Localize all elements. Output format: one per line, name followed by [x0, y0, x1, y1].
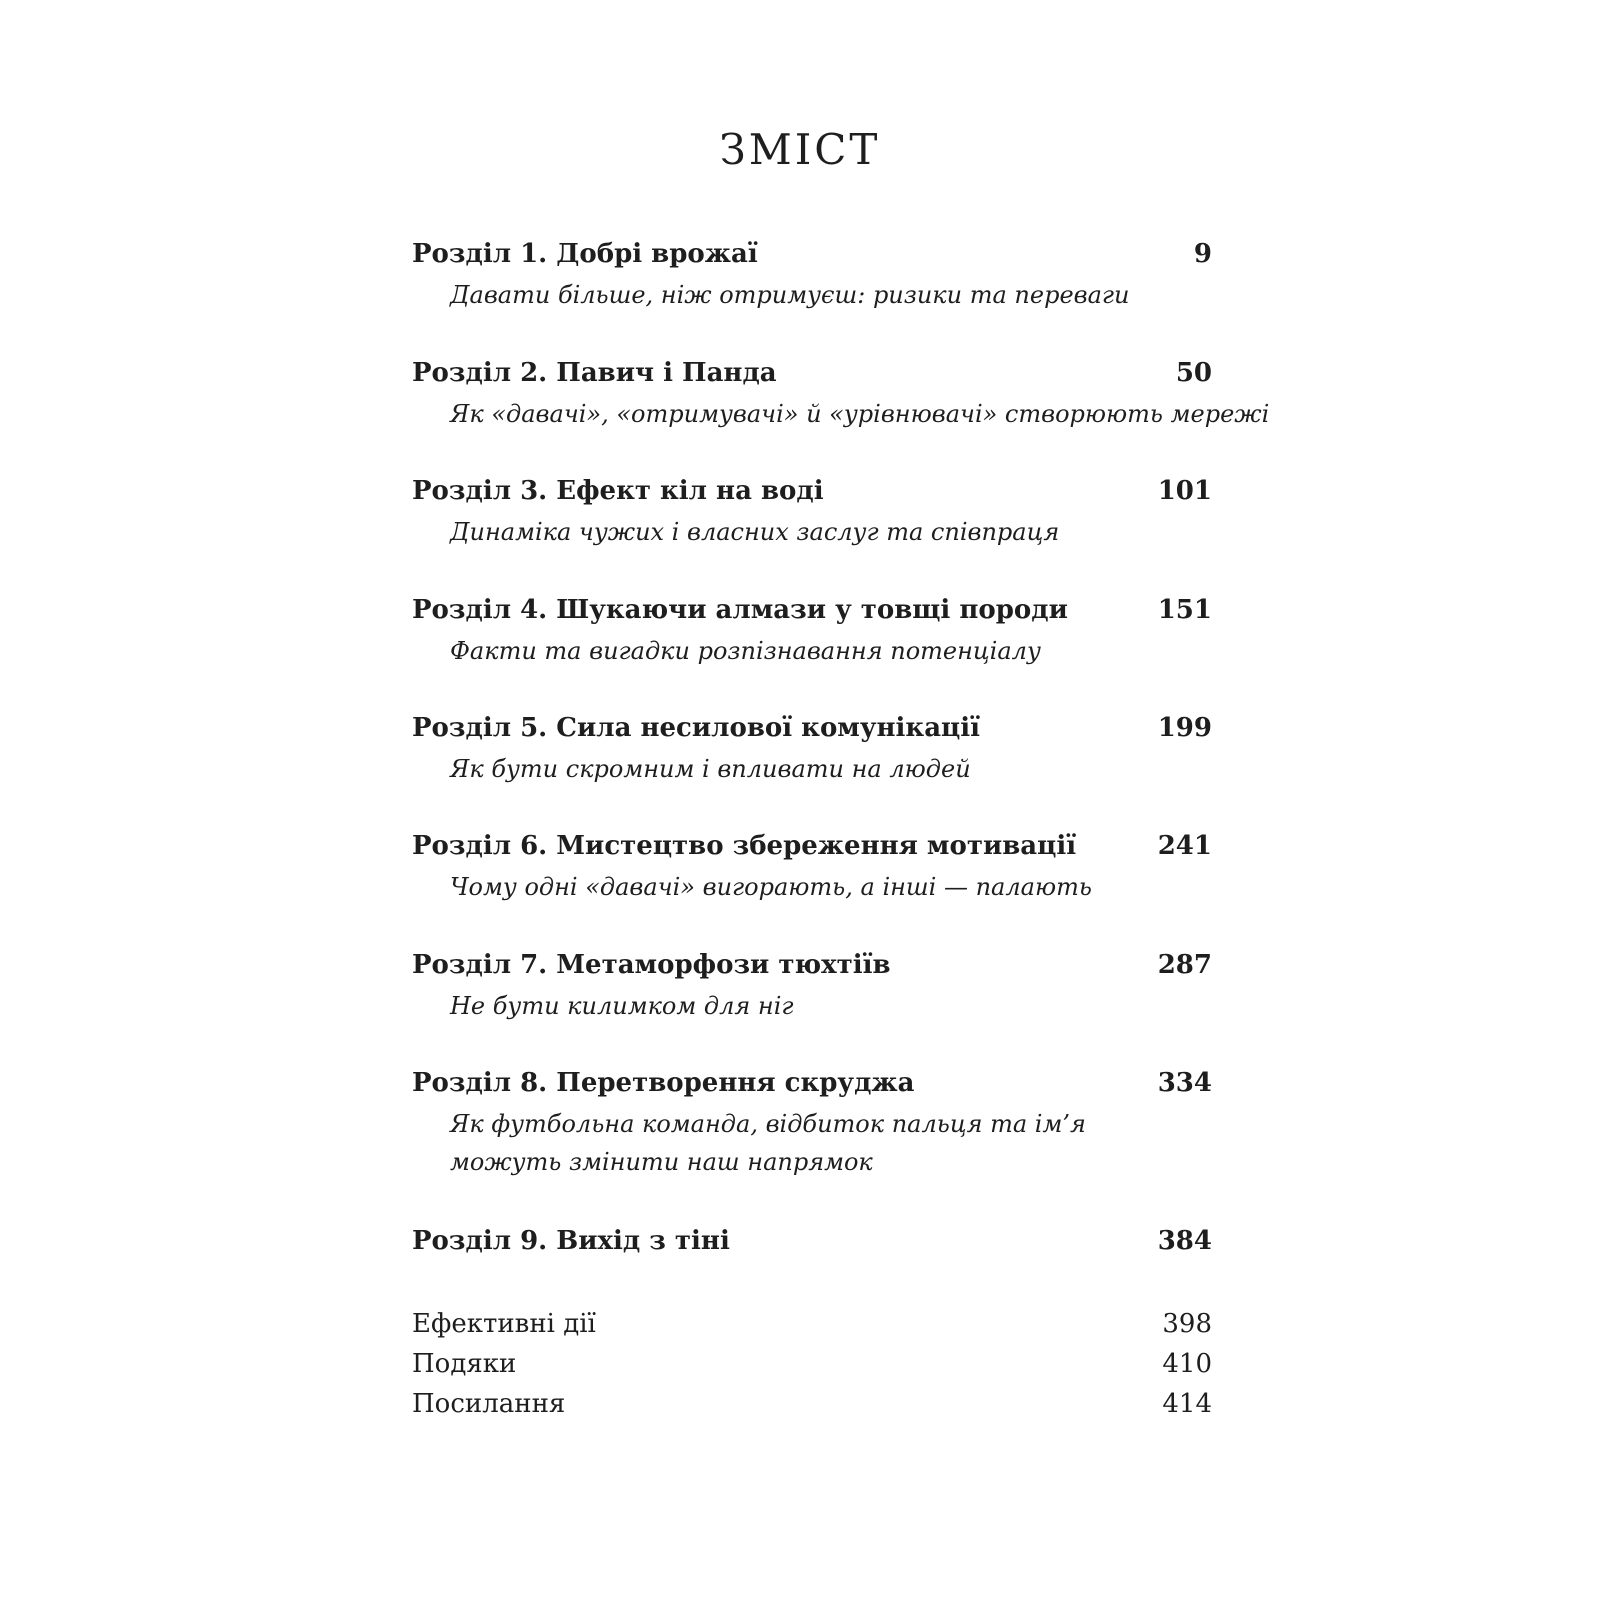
chapter-page-number: 9: [1193, 239, 1212, 269]
extra-page-number: 414: [1162, 1389, 1212, 1419]
extra-label: Подяки: [412, 1349, 517, 1379]
chapter-page-number: 241: [1157, 831, 1212, 861]
toc-extra-references[interactable]: [412, 1384, 1212, 1424]
toc-chapter-8[interactable]: [412, 1065, 1212, 1181]
toc-extra-acknowledgements[interactable]: [412, 1344, 1212, 1384]
chapter-title: Розділ 2. Павич і Панда: [412, 358, 777, 388]
extra-page-number: 410: [1162, 1349, 1212, 1379]
chapter-page-number: 199: [1157, 713, 1212, 743]
chapter-subtitle: Давати більше, ніж отримуєш: ризики та переваги: [450, 281, 1130, 309]
chapter-page-number: 50: [1175, 358, 1212, 388]
chapter-page-number: 384: [1157, 1226, 1212, 1256]
toc-chapter-9[interactable]: [412, 1223, 1212, 1259]
toc-extra-actions[interactable]: [412, 1304, 1212, 1344]
chapter-subtitle: Факти та вигадки розпізнавання потенціалу: [450, 637, 1041, 665]
toc-chapter-7[interactable]: [412, 947, 1212, 1025]
chapter-page-number: 101: [1157, 476, 1212, 506]
toc-chapter-5[interactable]: [412, 710, 1212, 788]
extra-page-number: 398: [1162, 1309, 1212, 1339]
chapter-page-number: 334: [1157, 1068, 1212, 1098]
chapter-subtitle: Як футбольна команда, відбиток пальця та ім’я: [450, 1110, 1086, 1138]
page-title: ЗМІСТ: [719, 125, 881, 174]
chapter-page-number: 287: [1157, 950, 1212, 980]
chapter-title: Розділ 8. Перетворення скруджа: [412, 1068, 915, 1098]
chapter-subtitle: Чому одні «давачі» вигорають, а інші — палають: [450, 873, 1092, 901]
toc-chapter-4[interactable]: [412, 592, 1212, 670]
extra-label: Ефективні дії: [412, 1309, 596, 1339]
chapter-subtitle: Динаміка чужих і власних заслуг та співпраця: [450, 518, 1060, 546]
chapter-subtitle: Не бути килимком для ніг: [450, 992, 794, 1020]
chapter-subtitle-line-2: можуть змінити наш напрямок: [450, 1148, 873, 1176]
chapter-title: Розділ 1. Добрі врожаї: [412, 239, 758, 269]
chapter-title: Розділ 5. Сила несилової комунікації: [412, 713, 981, 743]
chapter-title: Розділ 9. Вихід з тіні: [412, 1226, 730, 1256]
chapter-title: Розділ 4. Шукаючи алмази у товщі породи: [412, 595, 1068, 625]
toc-chapter-2[interactable]: [412, 355, 1270, 433]
chapter-title: Розділ 3. Ефект кіл на воді: [412, 476, 824, 506]
chapter-page-number: 151: [1157, 595, 1212, 625]
chapter-title: Розділ 7. Метаморфози тюхтіїв: [412, 950, 891, 980]
toc-chapter-1[interactable]: [412, 236, 1212, 314]
chapter-subtitle: Як «давачі», «отримувачі» й «урівнювачі» створюють мережі: [450, 400, 1270, 428]
toc-chapter-3[interactable]: [412, 473, 1212, 551]
chapter-subtitle: Як бути скромним і впливати на людей: [450, 755, 971, 783]
extra-label: Посилання: [412, 1389, 566, 1419]
toc-back-matter: [412, 1304, 1212, 1424]
toc-chapter-6[interactable]: [412, 828, 1212, 906]
chapter-title: Розділ 6. Мистецтво збереження мотивації: [412, 831, 1077, 861]
